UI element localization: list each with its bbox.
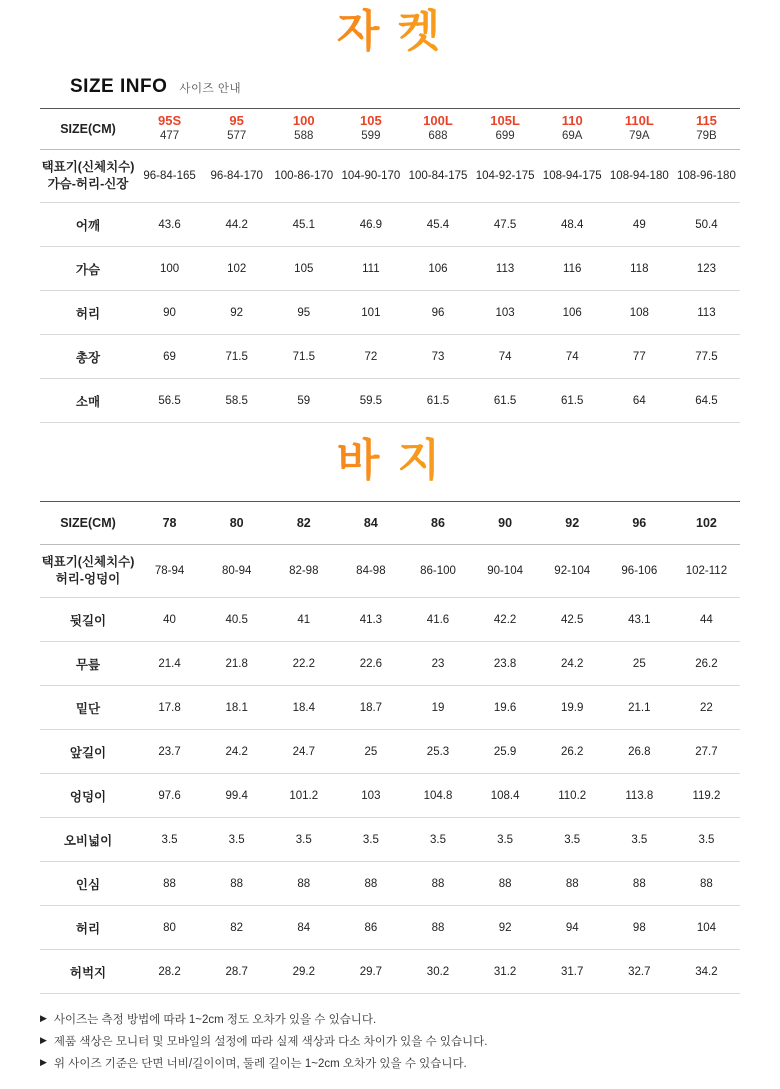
triangle-bullet-icon: ▶ bbox=[40, 1056, 47, 1067]
cell: 110.2 bbox=[539, 774, 606, 818]
cell: 25.9 bbox=[472, 730, 539, 774]
cell: 47.5 bbox=[472, 203, 539, 247]
cell: 41.3 bbox=[337, 598, 404, 642]
cell: 113.8 bbox=[606, 774, 673, 818]
header-column bbox=[539, 109, 606, 150]
cell: 113 bbox=[673, 291, 740, 335]
cell: 104 bbox=[673, 906, 740, 950]
cell: 88 bbox=[404, 906, 471, 950]
header-column: 82 bbox=[270, 502, 337, 545]
cell: 106 bbox=[404, 247, 471, 291]
jacket-size-table bbox=[40, 108, 740, 423]
cell: 22.2 bbox=[270, 642, 337, 686]
cell: 71.5 bbox=[203, 335, 270, 379]
cell: 40 bbox=[136, 598, 203, 642]
header-column: 96 bbox=[606, 502, 673, 545]
cell: 44 bbox=[673, 598, 740, 642]
size-code: 110 bbox=[561, 113, 583, 129]
cell: 59 bbox=[270, 379, 337, 423]
cell: 98 bbox=[606, 906, 673, 950]
cell: 82-98 bbox=[270, 545, 337, 598]
row-label: 오비넓이 bbox=[40, 818, 136, 862]
cell: 100-86-170 bbox=[270, 150, 337, 203]
table-row bbox=[40, 642, 740, 686]
cell: 27.7 bbox=[673, 730, 740, 774]
row-label: 앞길이 bbox=[40, 730, 136, 774]
size-number: 599 bbox=[361, 130, 381, 143]
size-code: 95S bbox=[157, 113, 182, 129]
row-label: 총장 bbox=[40, 335, 136, 379]
table-header-row bbox=[40, 502, 740, 545]
cell: 3.5 bbox=[203, 818, 270, 862]
cell: 18.1 bbox=[203, 686, 270, 730]
header-column bbox=[673, 109, 740, 150]
cell: 74 bbox=[472, 335, 539, 379]
cell: 123 bbox=[673, 247, 740, 291]
cell: 3.5 bbox=[136, 818, 203, 862]
cell: 17.8 bbox=[136, 686, 203, 730]
table-row bbox=[40, 598, 740, 642]
header-column: 78 bbox=[136, 502, 203, 545]
size-number: 477 bbox=[159, 130, 180, 143]
note-text: 위 사이즈 기준은 단면 너비/길이이며, 둘레 길이는 1~2cm 오차가 있을 수 있습니다. bbox=[53, 1057, 467, 1070]
cell: 61.5 bbox=[472, 379, 539, 423]
row-label: 허벅지 bbox=[40, 950, 136, 994]
cell: 88 bbox=[203, 862, 270, 906]
cell: 19.6 bbox=[472, 686, 539, 730]
row-label bbox=[40, 545, 136, 598]
row-label: 허리 bbox=[40, 291, 136, 335]
cell: 88 bbox=[404, 862, 471, 906]
cell: 108 bbox=[606, 291, 673, 335]
cell: 74 bbox=[539, 335, 606, 379]
cell: 25.3 bbox=[404, 730, 471, 774]
cell: 26.2 bbox=[673, 642, 740, 686]
jacket-section-title: 자 켓 bbox=[40, 0, 740, 68]
size-number: 79B bbox=[696, 130, 717, 143]
row-label: 인심 bbox=[40, 862, 136, 906]
cell: 30.2 bbox=[404, 950, 471, 994]
note-text: 제품 색상은 모니터 및 모바일의 설정에 따라 실제 색상과 다소 차이가 있을 수 있습니다. bbox=[53, 1035, 488, 1048]
cell: 3.5 bbox=[673, 818, 740, 862]
cell: 78-94 bbox=[136, 545, 203, 598]
cell: 106 bbox=[539, 291, 606, 335]
cell: 95 bbox=[270, 291, 337, 335]
row-label: 허리 bbox=[40, 906, 136, 950]
cell: 64 bbox=[606, 379, 673, 423]
cell: 92 bbox=[203, 291, 270, 335]
cell: 103 bbox=[337, 774, 404, 818]
cell: 96-84-170 bbox=[203, 150, 270, 203]
cell: 3.5 bbox=[404, 818, 471, 862]
cell: 46.9 bbox=[337, 203, 404, 247]
cell: 88 bbox=[673, 862, 740, 906]
cell: 23.8 bbox=[472, 642, 539, 686]
cell: 19 bbox=[404, 686, 471, 730]
cell: 21.1 bbox=[606, 686, 673, 730]
cell: 77.5 bbox=[673, 335, 740, 379]
cell: 88 bbox=[270, 862, 337, 906]
size-info-title: SIZE INFO bbox=[70, 76, 168, 97]
cell: 22 bbox=[673, 686, 740, 730]
cell: 29.7 bbox=[337, 950, 404, 994]
cell: 88 bbox=[606, 862, 673, 906]
header-size-label: SIZE(CM) bbox=[40, 109, 136, 150]
cell: 105 bbox=[270, 247, 337, 291]
cell: 118 bbox=[606, 247, 673, 291]
size-code: 105L bbox=[490, 113, 520, 129]
size-code: 105 bbox=[360, 113, 382, 129]
cell: 101.2 bbox=[270, 774, 337, 818]
row-label: 밑단 bbox=[40, 686, 136, 730]
cell: 99.4 bbox=[203, 774, 270, 818]
cell: 49 bbox=[606, 203, 673, 247]
row-label bbox=[40, 150, 136, 203]
cell: 90-104 bbox=[472, 545, 539, 598]
cell: 84 bbox=[270, 906, 337, 950]
cell: 25 bbox=[606, 642, 673, 686]
table-row bbox=[40, 862, 740, 906]
cell: 69 bbox=[136, 335, 203, 379]
cell: 102 bbox=[203, 247, 270, 291]
table-row bbox=[40, 774, 740, 818]
table-row bbox=[40, 818, 740, 862]
cell: 44.2 bbox=[203, 203, 270, 247]
cell: 23.7 bbox=[136, 730, 203, 774]
note-text: 사이즈는 측정 방법에 따라 1~2cm 정도 오차가 있을 수 있습니다. bbox=[53, 1014, 377, 1026]
header-column: 86 bbox=[404, 502, 471, 545]
table-row bbox=[40, 247, 740, 291]
cell: 18.7 bbox=[337, 686, 404, 730]
cell: 72 bbox=[337, 335, 404, 379]
cell: 80 bbox=[136, 906, 203, 950]
header-column bbox=[270, 109, 337, 150]
cell: 48.4 bbox=[539, 203, 606, 247]
cell: 64.5 bbox=[673, 379, 740, 423]
cell: 31.2 bbox=[472, 950, 539, 994]
cell: 90 bbox=[136, 291, 203, 335]
cell: 19.9 bbox=[539, 686, 606, 730]
cell: 108.4 bbox=[472, 774, 539, 818]
cell: 50.4 bbox=[673, 203, 740, 247]
cell: 41 bbox=[270, 598, 337, 642]
cell: 43.6 bbox=[136, 203, 203, 247]
cell: 96-106 bbox=[606, 545, 673, 598]
cell: 104-90-170 bbox=[337, 150, 404, 203]
cell: 34.2 bbox=[673, 950, 740, 994]
table-row bbox=[40, 730, 740, 774]
cell: 86 bbox=[337, 906, 404, 950]
cell: 3.5 bbox=[472, 818, 539, 862]
header-column: 90 bbox=[472, 502, 539, 545]
cell: 28.2 bbox=[136, 950, 203, 994]
cell: 77 bbox=[606, 335, 673, 379]
size-number: 588 bbox=[294, 130, 314, 143]
cell: 3.5 bbox=[606, 818, 673, 862]
cell: 108-94-175 bbox=[539, 150, 606, 203]
triangle-bullet-icon: ▶ bbox=[40, 1013, 47, 1023]
size-info-header bbox=[40, 68, 740, 108]
cell: 56.5 bbox=[136, 379, 203, 423]
row-label-line2: 가슴-허리-신장 bbox=[47, 177, 129, 191]
row-label-line2: 허리-엉덩이 bbox=[55, 572, 121, 586]
table-header-row bbox=[40, 109, 740, 150]
notes-list bbox=[40, 1008, 740, 1076]
cell: 97.6 bbox=[136, 774, 203, 818]
cell: 29.2 bbox=[270, 950, 337, 994]
header-column bbox=[472, 109, 539, 150]
table-row bbox=[40, 335, 740, 379]
cell: 101 bbox=[337, 291, 404, 335]
cell: 103 bbox=[472, 291, 539, 335]
header-column: 92 bbox=[539, 502, 606, 545]
header-column bbox=[136, 109, 203, 150]
cell: 3.5 bbox=[270, 818, 337, 862]
table-row bbox=[40, 545, 740, 598]
cell: 45.4 bbox=[404, 203, 471, 247]
cell: 23 bbox=[404, 642, 471, 686]
cell: 42.5 bbox=[539, 598, 606, 642]
row-label: 뒷길이 bbox=[40, 598, 136, 642]
cell: 108-94-180 bbox=[606, 150, 673, 203]
table-row bbox=[40, 291, 740, 335]
cell: 24.2 bbox=[539, 642, 606, 686]
cell: 21.4 bbox=[136, 642, 203, 686]
cell: 82 bbox=[203, 906, 270, 950]
cell: 100 bbox=[136, 247, 203, 291]
table-row bbox=[40, 379, 740, 423]
header-column bbox=[337, 109, 404, 150]
cell: 100-84-175 bbox=[404, 150, 471, 203]
triangle-bullet-icon: ▶ bbox=[40, 1034, 47, 1045]
cell: 88 bbox=[472, 862, 539, 906]
cell: 58.5 bbox=[203, 379, 270, 423]
cell: 42.2 bbox=[472, 598, 539, 642]
row-label-line1: 택표기(신체치수) bbox=[41, 160, 135, 175]
table-row bbox=[40, 150, 740, 203]
cell: 96 bbox=[404, 291, 471, 335]
cell: 80-94 bbox=[203, 545, 270, 598]
cell: 28.7 bbox=[203, 950, 270, 994]
cell: 92-104 bbox=[539, 545, 606, 598]
header-column: 102 bbox=[673, 502, 740, 545]
row-label: 엉덩이 bbox=[40, 774, 136, 818]
cell: 3.5 bbox=[539, 818, 606, 862]
cell: 24.7 bbox=[270, 730, 337, 774]
cell: 108-96-180 bbox=[673, 150, 740, 203]
cell: 111 bbox=[337, 247, 404, 291]
cell: 61.5 bbox=[539, 379, 606, 423]
table-row bbox=[40, 686, 740, 730]
size-info-subtitle: 사이즈 안내 bbox=[179, 83, 242, 95]
cell: 94 bbox=[539, 906, 606, 950]
pants-size-table bbox=[40, 501, 740, 994]
cell: 41.6 bbox=[404, 598, 471, 642]
cell: 104.8 bbox=[404, 774, 471, 818]
row-label: 가슴 bbox=[40, 247, 136, 291]
cell: 96-84-165 bbox=[136, 150, 203, 203]
cell: 45.1 bbox=[270, 203, 337, 247]
cell: 88 bbox=[337, 862, 404, 906]
size-number: 79A bbox=[629, 130, 650, 143]
cell: 104-92-175 bbox=[472, 150, 539, 203]
cell: 24.2 bbox=[203, 730, 270, 774]
cell: 25 bbox=[337, 730, 404, 774]
cell: 88 bbox=[136, 862, 203, 906]
row-label-line1: 택표기(신체치수) bbox=[41, 555, 135, 570]
header-size-label: SIZE(CM) bbox=[40, 502, 136, 545]
pants-section-title: 바 지 bbox=[40, 423, 740, 501]
header-column bbox=[203, 109, 270, 150]
cell: 22.6 bbox=[337, 642, 404, 686]
size-code: 95 bbox=[229, 113, 244, 129]
cell: 43.1 bbox=[606, 598, 673, 642]
note-item bbox=[40, 1010, 740, 1032]
cell: 86-100 bbox=[404, 545, 471, 598]
header-column: 84 bbox=[337, 502, 404, 545]
cell: 18.4 bbox=[270, 686, 337, 730]
size-number: 577 bbox=[227, 130, 247, 143]
cell: 32.7 bbox=[606, 950, 673, 994]
size-code: 110L bbox=[624, 113, 654, 129]
cell: 26.2 bbox=[539, 730, 606, 774]
cell: 84-98 bbox=[337, 545, 404, 598]
size-number: 699 bbox=[495, 130, 515, 143]
cell: 71.5 bbox=[270, 335, 337, 379]
cell: 92 bbox=[472, 906, 539, 950]
size-code: 115 bbox=[695, 113, 717, 129]
row-label: 어깨 bbox=[40, 203, 136, 247]
header-column: 80 bbox=[203, 502, 270, 545]
row-label: 무릎 bbox=[40, 642, 136, 686]
table-row bbox=[40, 950, 740, 994]
cell: 116 bbox=[539, 247, 606, 291]
size-number: 69A bbox=[561, 130, 583, 143]
size-number: 688 bbox=[428, 130, 448, 143]
cell: 26.8 bbox=[606, 730, 673, 774]
cell: 59.5 bbox=[337, 379, 404, 423]
row-label: 소매 bbox=[40, 379, 136, 423]
size-code: 100 bbox=[292, 113, 315, 129]
table-row bbox=[40, 906, 740, 950]
cell: 73 bbox=[404, 335, 471, 379]
cell: 3.5 bbox=[337, 818, 404, 862]
cell: 40.5 bbox=[203, 598, 270, 642]
cell: 119.2 bbox=[673, 774, 740, 818]
cell: 88 bbox=[539, 862, 606, 906]
note-item bbox=[40, 1032, 740, 1054]
header-column bbox=[606, 109, 673, 150]
size-code: 100L bbox=[423, 113, 453, 129]
cell: 113 bbox=[472, 247, 539, 291]
cell: 31.7 bbox=[539, 950, 606, 994]
cell: 102-112 bbox=[673, 545, 740, 598]
table-row bbox=[40, 203, 740, 247]
note-item bbox=[40, 1054, 740, 1076]
header-column bbox=[404, 109, 471, 150]
cell: 61.5 bbox=[404, 379, 471, 423]
cell: 21.8 bbox=[203, 642, 270, 686]
